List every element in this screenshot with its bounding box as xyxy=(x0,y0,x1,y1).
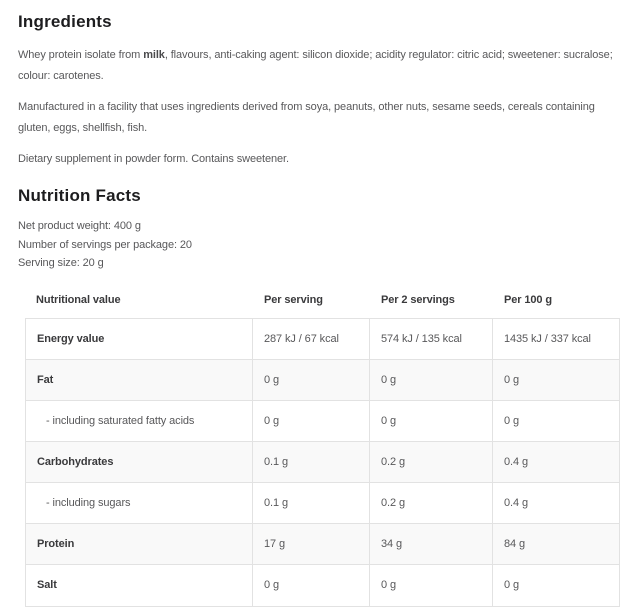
row-value-per-100g: 0 g xyxy=(504,414,519,427)
row-label: Carbohydrates xyxy=(26,442,253,482)
nutrition-table-body xyxy=(25,318,620,607)
nutrition-facts-heading: Nutrition Facts xyxy=(18,186,141,205)
row-label: Fat xyxy=(26,360,253,400)
table-row-protein xyxy=(26,524,619,565)
row-label: - including saturated fatty acids xyxy=(26,401,253,441)
ingredients-description-rest: , flavours, anti-caking agent: silicon dioxide; acidity regulator: citric acid; sweetener: sucralose; colour: carotenes. xyxy=(18,49,613,82)
row-value-per-serving: 287 kJ / 67 kcal xyxy=(253,319,370,359)
ingredients-heading: Ingredients xyxy=(18,12,112,31)
ingredients-description-lead: Whey protein isolate from xyxy=(18,49,144,61)
row-value-per-2-servings: 574 kJ / 135 kcal xyxy=(370,319,493,359)
row-value-per-100g: 0.4 g xyxy=(504,496,528,509)
ingredients-description xyxy=(18,45,622,87)
column-header-per-serving: Per serving xyxy=(264,294,323,306)
row-value-per-serving: 0.1 g xyxy=(253,442,370,482)
facility-allergen-notice: Manufactured in a facility that uses ingredients derived from soya, peanuts, other nuts, sesame seeds, cereals containing gluten, eggs, shellfish, fish. xyxy=(18,101,595,134)
net-product-weight: Net product weight: 400 g xyxy=(18,220,141,232)
row-value-per-serving: 0 g xyxy=(253,360,370,400)
row-value-per-serving: 17 g xyxy=(253,524,370,564)
row-value-per-2-servings: 34 g xyxy=(370,524,493,564)
row-value-per-100g: 0 g xyxy=(504,373,519,386)
row-value-per-serving: 0 g xyxy=(253,565,370,606)
nutrition-table-header-row xyxy=(25,283,620,318)
row-label: Salt xyxy=(26,565,253,606)
row-value-per-serving: 0 g xyxy=(253,401,370,441)
row-value-per-100g: 1435 kJ / 337 kcal xyxy=(504,332,591,345)
allergen-milk-bold: milk xyxy=(143,49,165,61)
row-value-per-serving: 0.1 g xyxy=(253,483,370,523)
row-value-per-2-servings: 0 g xyxy=(370,401,493,441)
table-row-salt xyxy=(26,565,619,606)
nutrition-table xyxy=(25,283,620,607)
row-value-per-100g: 84 g xyxy=(504,537,526,550)
row-value-per-100g: 0 g xyxy=(504,579,519,591)
table-row-energy-value xyxy=(26,319,619,360)
row-value-per-2-servings: 0.2 g xyxy=(370,483,493,523)
table-row-sugars xyxy=(26,483,619,524)
supplement-form-note: Dietary supplement in powder form. Contains sweetener. xyxy=(18,153,289,165)
row-label: - including sugars xyxy=(26,483,253,523)
column-header-nutritional-value: Nutritional value xyxy=(36,294,121,306)
serving-size: Serving size: 20 g xyxy=(18,257,104,269)
row-label: Protein xyxy=(26,524,253,564)
row-value-per-2-servings: 0 g xyxy=(370,360,493,400)
row-label: Energy value xyxy=(26,319,253,359)
package-info xyxy=(18,217,622,273)
row-value-per-2-servings: 0 g xyxy=(370,565,493,606)
row-value-per-100g: 0.4 g xyxy=(504,455,528,468)
column-header-per-100g: Per 100 g xyxy=(504,294,553,306)
column-header-per-2-servings: Per 2 servings xyxy=(381,294,455,306)
table-row-saturated-fatty-acids xyxy=(26,401,619,442)
servings-per-package: Number of servings per package: 20 xyxy=(18,238,192,251)
row-value-per-2-servings: 0.2 g xyxy=(370,442,493,482)
table-row-carbohydrates xyxy=(26,442,619,483)
table-row-fat xyxy=(26,360,619,401)
